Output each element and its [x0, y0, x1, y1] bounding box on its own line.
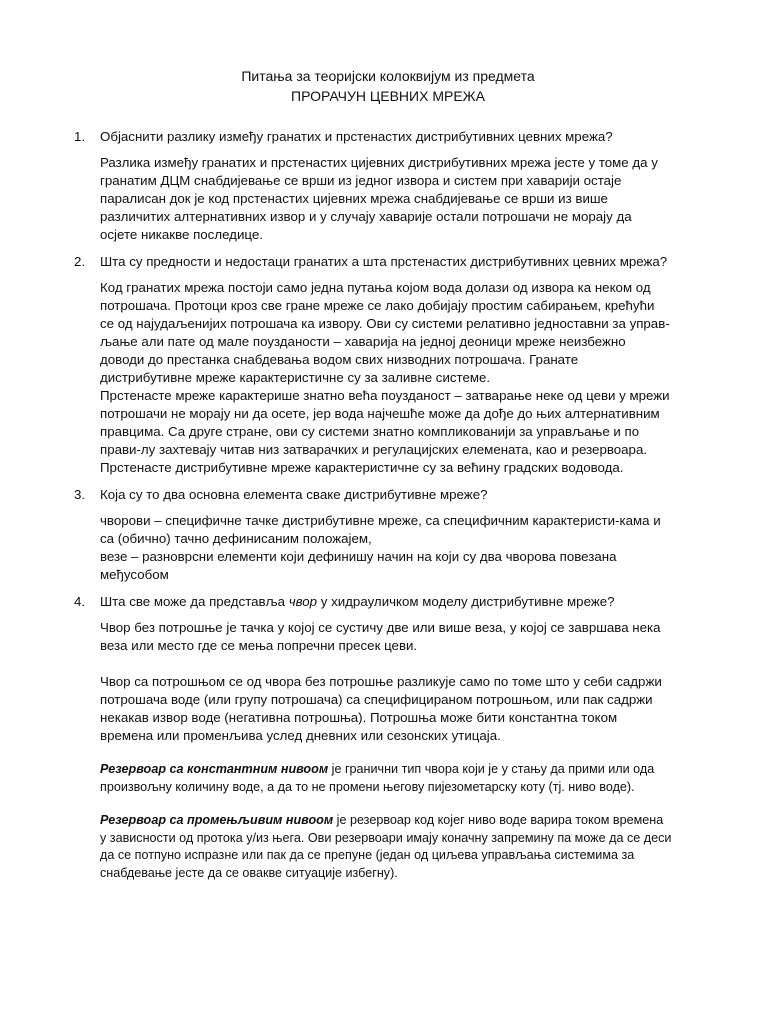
- answer-paragraph: Разлика између гранатих и прстенастих цијевних дистрибутивних мрежа јесте у томе да у гранатим ДЦМ снабдијевање се врши из једног извора и систем при хаварији остаје паралисан док је код прстенастих цијевних мрежа снабдијевање се врши из више различитих алтернативних извор и у случају хаварије остали потрошачи не морају да осјете никакве последице.: [100, 155, 658, 242]
- question-text-end: у хидрауличком моделу дистрибутивне мреже?: [317, 594, 615, 609]
- reservoir-constant-level: [100, 761, 672, 796]
- answer-4: [100, 619, 672, 745]
- question-text-start: Шта све може да представља: [100, 594, 289, 609]
- question-text: [100, 593, 672, 611]
- question-2: [74, 253, 672, 271]
- answer-paragraph: Чвор са потрошњом се од чвора без потрошње разликује само по томе што у себи садржи потрошача воде (или групу потрошача) са специфицираном потрошњом, или пак садржи некакав извор воде (негативна потрошња). Потрошња може бити константна током времена или променљива услед дневних или сезонских утицаја.: [100, 674, 662, 743]
- reservoir-description: је резервоар код којег ниво воде варира током времена у зависности од протока у/из њега. Ови резервоари имају коначну запремину па може да се деси да се потпуно испразне или пак да се препуне (један од циљева управљања системима за снабдевање јесте да се овакве ситуације избегну).: [100, 813, 672, 880]
- reservoir-description: је гранични тип чвора који је у стању да прими или ода произвољну количину воде, а да то не промени његову пијезометарску коту (тј. ниво воде).: [100, 762, 655, 794]
- title-line-1: Питања за теоријски колоквијум из предмета: [241, 68, 535, 84]
- question-number: 4.: [74, 594, 86, 609]
- answer-paragraph: везе – разноврсни елементи који дефинишу начин на који су два чворова повезана међусобом: [100, 549, 617, 582]
- question-text-italic: чвор: [288, 594, 318, 609]
- answer-1: [100, 154, 672, 244]
- document-title: [74, 66, 672, 106]
- reservoir-term: Резервоар са промењљивим нивоом: [100, 813, 334, 827]
- question-list: [74, 128, 672, 882]
- reservoir-variable-level: [100, 812, 672, 882]
- question-3: [74, 486, 672, 504]
- answer-3: [100, 512, 672, 584]
- question-number: 1.: [74, 129, 86, 144]
- title-line-2: ПРОРАЧУН ЦЕВНИХ МРЕЖА: [291, 88, 485, 104]
- answer-2: [100, 279, 672, 477]
- question-text: Која су то два основна елемента сваке дистрибутивне мреже?: [100, 487, 488, 502]
- question-text: Објаснити разлику између гранатих и прстенастих дистрибутивних цевних мрежа?: [100, 129, 613, 144]
- answer-paragraph: Чвор без потрошње је тачка у којој се сустичу две или више веза, у којој се завршава нека веза или место где се мења попречни пресек цеви.: [100, 620, 661, 653]
- reservoir-term: Резервоар са константним нивоом: [100, 762, 329, 776]
- question-number: 3.: [74, 487, 86, 502]
- question-number: 2.: [74, 254, 86, 269]
- question-text: Шта су предности и недостаци гранатих а шта прстенастих дистрибутивних цевних мрежа?: [100, 254, 668, 269]
- answer-paragraph: чворови – специфичне тачке дистрибутивне мреже, са специфичним карактеристи-кама и са (обично) тачно дефинисаним положајем,: [100, 513, 661, 546]
- question-4: [74, 593, 672, 611]
- answer-paragraph: Код гранатих мрежа постоји само једна путања којом вода долази од извора ка неком од потрошача. Протоци кроз све гране мреже се лако добијају простим сабирањем, крећући се од најудаљенијих потрошача ка извору. Ови су системи релативно једноставни за управ-љање али пате од мале поузданости – хаварија на једној деоници мреже неизбежно доводи до престанка снабдевања водом свих низводних потрошача. Гранате дистрибутивне мреже карактеристичне су за заливне системе.: [100, 280, 670, 385]
- answer-paragraph: Прстенасте мреже карактерише знатно већа поузданост – затварање неке од цеви у мрежи потрошачи не морају ни да осете, јер вода најчешће може да дође до њих алтернативним правцима. Са друге стране, ови су системи знатно компликованији за управљање и по прави-лу захтевају читав низ затварачких и регулацијских елемената, као и резервоара. Прстенасте дистрибутивне мреже карактеристичне су за већину градских водовода.: [100, 388, 670, 475]
- question-1: [74, 128, 672, 146]
- reservoir-definitions: [100, 761, 672, 882]
